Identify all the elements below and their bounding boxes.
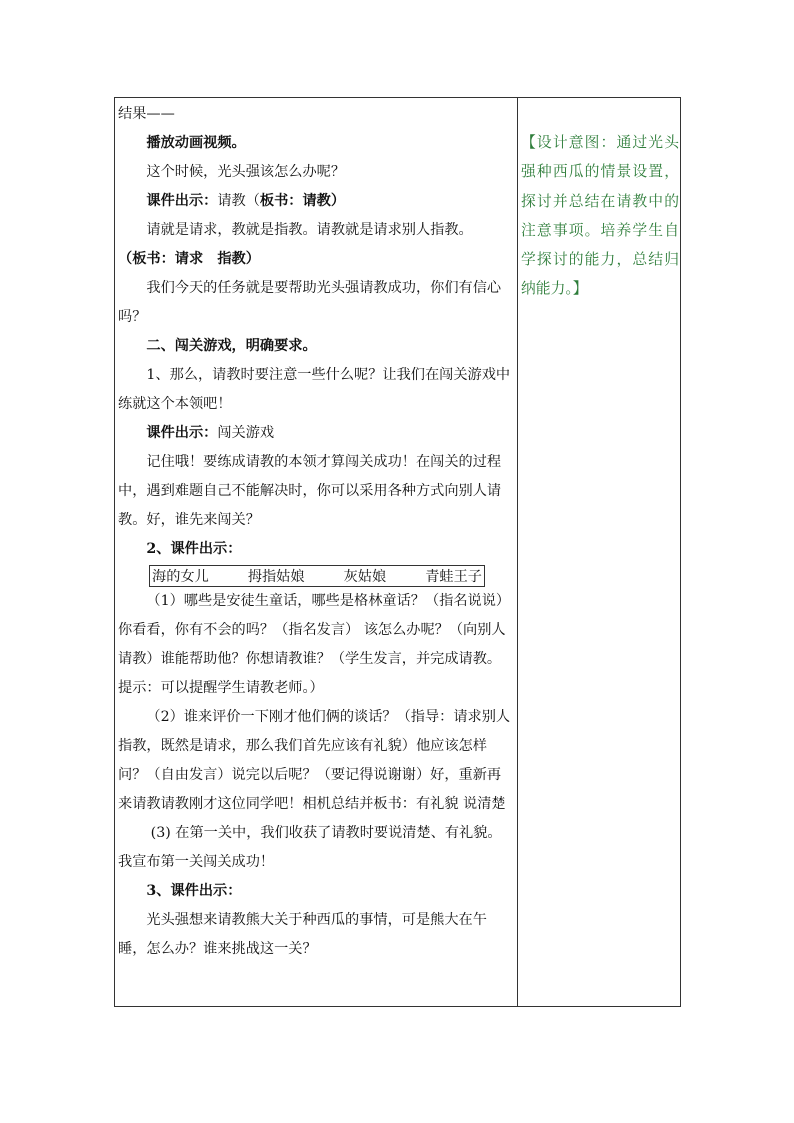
courseware-line	[118, 187, 514, 216]
text-line: (3) 在第一关中，我们收获了请教时要说清楚、有礼貌。我宣布第一关闯关成功！	[118, 825, 502, 870]
text-line: 我们今天的任务就是要帮助光头强请教成功，你们有信心吗？	[118, 280, 502, 325]
text-line: 光头强想来请教熊大关于种西瓜的事情，可是熊大在午睡，怎么办？谁来挑战这一关？	[118, 912, 487, 957]
text-line: 请就是请求，教就是指教。请教就是请求别人指教。	[146, 222, 473, 238]
text-line: 记住哦！要练成请教的本领才算闯关成功！在闯关的过程中，遇到难题自己不能解决时，你可以采用各种方式向别人请教。好，谁先来闯关？	[118, 454, 502, 528]
courseware-line	[118, 419, 514, 448]
tale-item: 灰姑娘	[343, 569, 387, 585]
text-line: 播放动画视频。	[146, 135, 246, 151]
fairy-tale-box	[149, 565, 485, 587]
board-note: 板书：请教	[259, 193, 331, 209]
text: 请教（	[217, 193, 260, 209]
tale-item: 拇指姑娘	[247, 569, 305, 585]
text-line: （1）哪些是安徒生童话，哪些是格林童话？（指名说说）你看看，你有不会的吗？（指名发言） 该怎么办呢？（向别人请教）谁能帮助他？你想请教谁？（学生发言，并完成请教。提示：可以提醒学生请教老师。）	[118, 593, 511, 696]
text-line: 2、课件出示：	[146, 541, 242, 557]
section-heading: 二、闯关游戏，明确要求。	[146, 338, 317, 354]
label: 课件出示：	[146, 193, 218, 209]
design-intent-note: 【设计意图：通过光头强种西瓜的情景设置，探讨并总结在请教中的注意事项。培养学生自学探讨的能力，总结归纳能力。】	[521, 134, 679, 298]
text-line: 1、那么，请教时要注意一些什么呢？让我们在闯关游戏中练就这个本领吧！	[118, 367, 511, 412]
text-line: 3、课件出示：	[146, 883, 242, 899]
tale-item: 青蛙王子	[425, 569, 482, 585]
text: ）	[330, 193, 346, 209]
board-note: （板书：请求 指教）	[118, 251, 260, 267]
tale-item: 海的女儿	[152, 569, 209, 585]
text-line: 结果——	[118, 106, 175, 122]
text-line: （2）谁来评价一下刚才他们俩的谈话？（指导：请求别人指教，既然是请求，那么我们首先应该有礼貌）他应该怎样问？（自由发言）说完以后呢？（要记得说谢谢）好，重新再来请教请教刚才这位同学吧！相机总结并板书：有礼貌 说清楚	[118, 709, 511, 812]
text-line: 这个时候，光头强该怎么办呢？	[146, 164, 346, 180]
text: 闯关游戏	[217, 425, 275, 441]
lesson-content	[118, 100, 514, 964]
label: 课件出示：	[146, 425, 218, 441]
column-divider	[517, 97, 518, 1007]
